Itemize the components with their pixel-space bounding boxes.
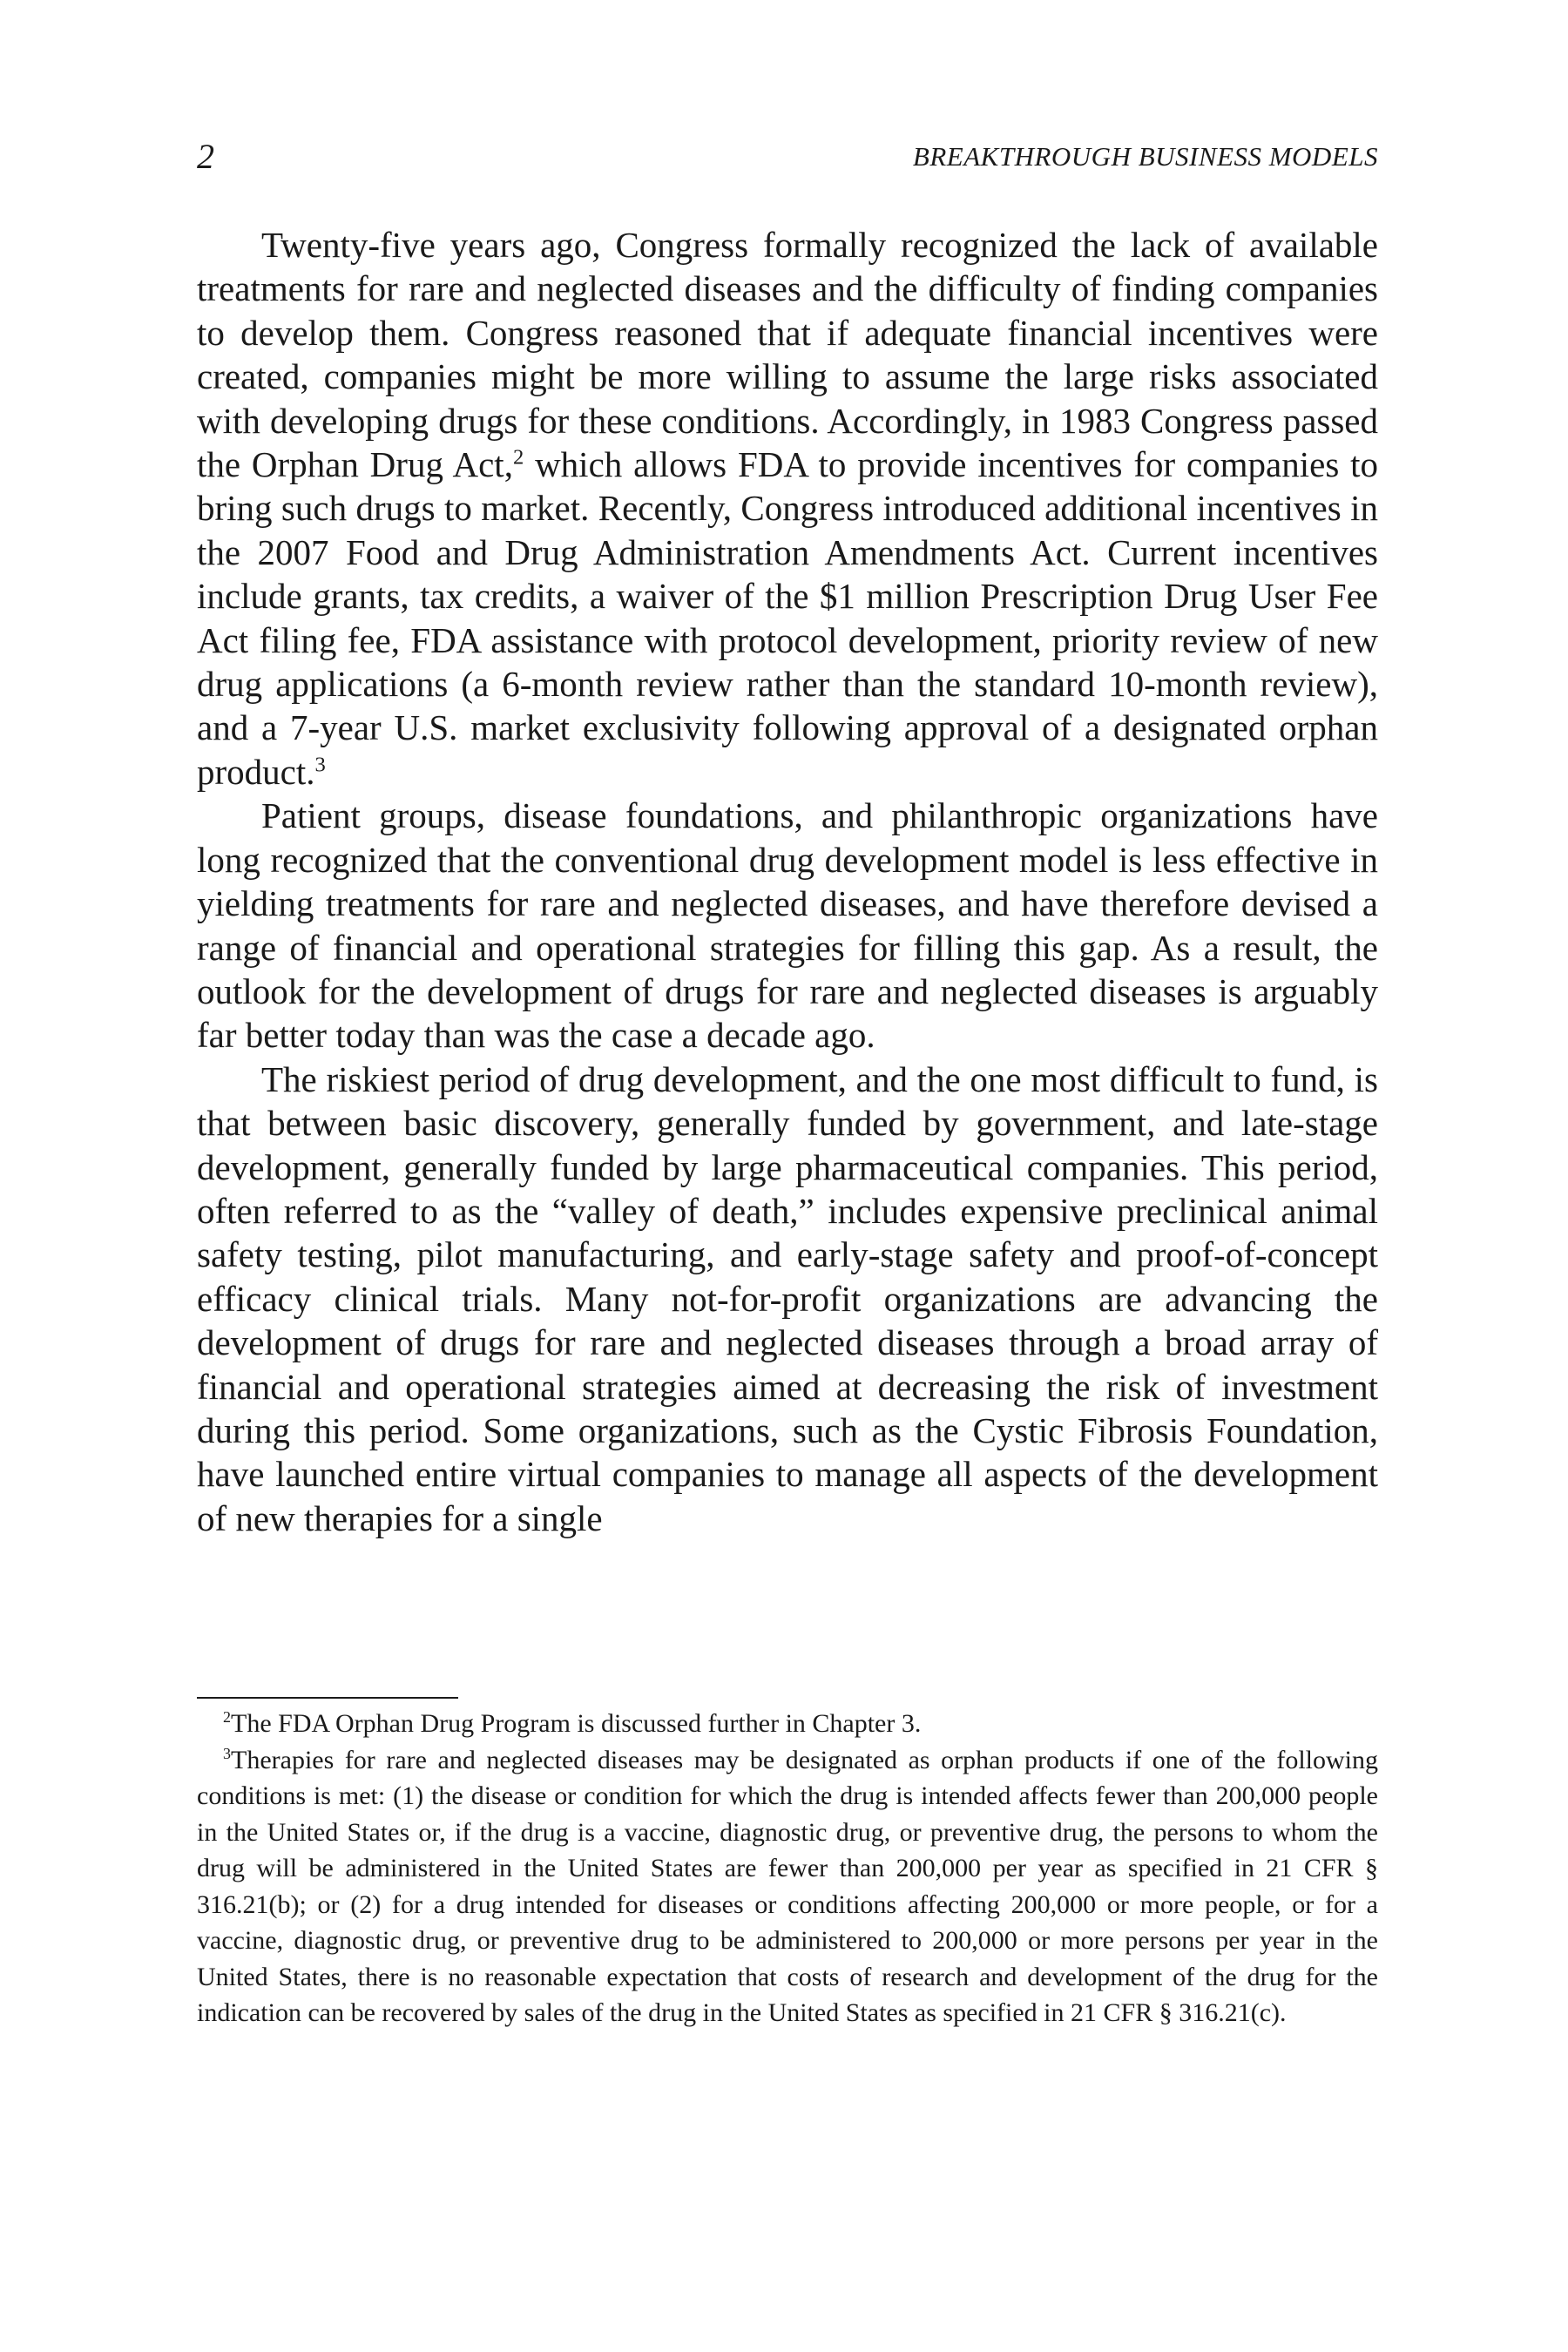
footnote-text: Therapies for rare and neglected diseases may be designated as orphan products if one of the following conditions is met: (1) the disease or condition for which the drug is intended affects fewer than 200,000 people in the United States or, if the drug is a vaccine, diagnostic drug, or preventive drug, the persons to whom the drug will be administered in the United States are fewer than 200,000 per year as specified in 21 CFR § 316.21(b); or (2) for a drug intended for diseases or conditions affecting 200,000 or more people, or for a vaccine, diagnostic drug, or preventive drug to be administered to 200,000 or more persons per year in the United States, there is no reasonable expectation that costs of research and development of the drug for the indication can be recovered by sales of the drug in the United States as specified in 21 CFR § 316.21(c). xyxy=(197,1745,1378,2027)
footnote xyxy=(197,1706,1378,1742)
running-head xyxy=(197,131,1378,183)
footnote xyxy=(197,1742,1378,2031)
paragraph-text: Twenty-five years ago, Congress formally recognized the lack of available treatments for rare and neglected diseases and the difficulty of finding companies to develop them. Congress reasoned that if adequate financial incentives were created, companies might be more willing to assume the large risks associated with developing drugs for these conditions. Accordingly, in 1983 Congress passed the Orphan Drug Act, xyxy=(197,225,1378,485)
footnotes xyxy=(197,1706,1378,2031)
footnote-reference: 3 xyxy=(314,753,326,777)
paragraph-orphan-drug-act xyxy=(197,223,1378,794)
paragraph-patient-groups: Patient groups, disease foundations, and philanthropic organizations have long recognized that the conventional drug development model is less effective in yielding treatments for rare and neglected diseases, and have therefore devised a range of financial and operational strategies for filling this gap. As a result, the outlook for the development of drugs for rare and neglected diseases is arguably far better today than was the case a decade ago. xyxy=(197,795,1378,1056)
footnote-reference: 2 xyxy=(512,445,524,470)
running-title: BREAKTHROUGH BUSINESS MODELS xyxy=(912,141,1378,172)
footnote-marker: 3 xyxy=(223,1744,231,1762)
body-text xyxy=(197,223,1378,1540)
footnote-marker: 2 xyxy=(223,1708,231,1727)
footnote-divider xyxy=(197,1697,458,1699)
page-number: 2 xyxy=(197,137,214,176)
paragraph-valley-of-death: The riskiest period of drug development, and the one most difficult to fund, is that between basic discovery, generally funded by government, and late-stage development, generally funded by large pharmaceutical companies. This period, often referred to as the “valley of death,” includes expensive preclinical animal safety testing, pilot manufacturing, and early-stage safety and proof-of-concept efficacy clinical trials. Many not-for-profit organizations are advancing the development of drugs for rare and neglected diseases through a broad array of financial and operational strategies aimed at decreasing the risk of investment during this period. Some organizations, such as the Cystic Fibrosis Foundation, have launched entire virtual companies to manage all aspects of the development of new therapies for a single xyxy=(197,1058,1378,1538)
footnote-text: The FDA Orphan Drug Program is discussed further in Chapter 3. xyxy=(231,1709,922,1738)
paragraph-text: which allows FDA to provide incentives for companies to bring such drugs to market. Recently, Congress introduced additional incentives in the 2007 Food and Drug Administration Amendments Act. Current incentives include grants, tax credits, a waiver of the $1 million Prescription Drug User Fee Act filing fee, FDA assistance with protocol development, priority review of new drug applications (a 6-month review rather than the standard 10-month review), and a 7-year U.S. market exclusivity following approval of a designated orphan product. xyxy=(197,444,1378,792)
